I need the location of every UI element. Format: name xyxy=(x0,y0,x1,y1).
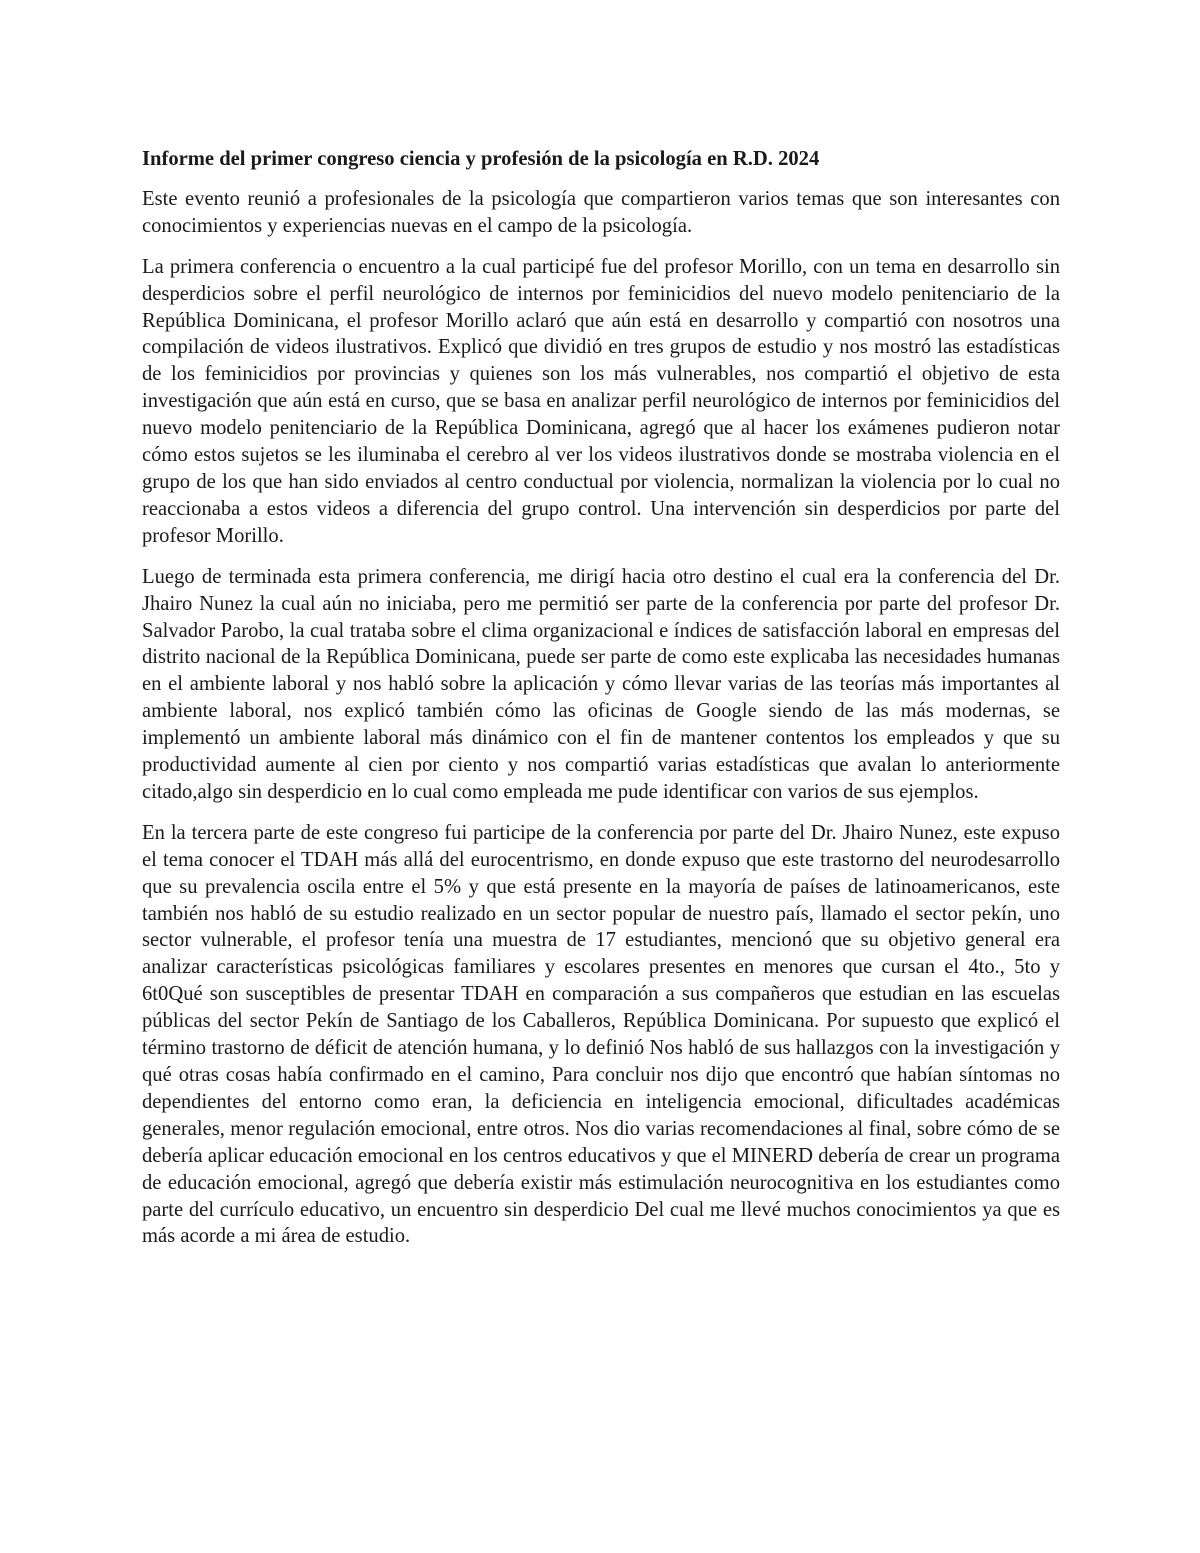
paragraph-intro: Este evento reunió a profesionales de la psicología que compartieron varios temas que son interesantes con conocimientos y experiencias nuevas en el campo de la psicología. xyxy=(142,187,1060,237)
paragraph-second-conference: Luego de terminada esta primera conferencia, me dirigí hacia otro destino el cual era la conferencia del Dr. Jhairo Nunez la cual aún no iniciaba, pero me permitió ser parte de la conferencia por parte del profesor Dr. Salvador Parobo, la cual trataba sobre el clima organizacional e índices de satisfacción laboral en empresas del distrito nacional de la República Dominicana, puede ser parte de como este explicaba las necesidades humanas en el ambiente laboral y nos habló sobre la aplicación y cómo llevar varias de las teorías más importantes al ambiente laboral, nos explicó también cómo las oficinas de Google siendo de las más modernas, se implementó un ambiente laboral más dinámico con el fin de mantener contentos los empleados y que su productividad aumente al cien por ciento y nos compartió varias estadísticas que avalan lo anteriormente citado,algo sin desperdicio en lo cual como empleada me pude identificar con varios de sus ejemplos. xyxy=(142,565,1060,803)
paragraph-first-conference: La primera conferencia o encuentro a la cual participé fue del profesor Morillo, con un tema en desarrollo sin desperdicios sobre el perfil neurológico de internos por feminicidios del nuevo modelo penitenciario de la República Dominicana, el profesor Morillo aclaró que aún está en desarrollo y compartió con nosotros una compilación de videos ilustrativos. Explicó que dividió en tres grupos de estudio y nos mostró las estadísticas de los feminicidios por provincias y quienes son los más vulnerables, nos compartió el objetivo de esta investigación que aún está en curso, que se basa en analizar perfil neurológico de internos por feminicidios del nuevo modelo penitenciario de la República Dominicana, agregó que al hacer los exámenes pudieron notar cómo estos sujetos se les iluminaba el cerebro al ver los videos ilustrativos donde se mostraba violencia en el grupo de los que han sido enviados al centro conductual por violencia, normalizan la violencia por lo cual no reaccionaba a estos videos a diferencia del grupo control. Una intervención sin desperdicios por parte del profesor Morillo. xyxy=(142,255,1060,547)
document-body xyxy=(142,146,1060,1264)
document-title: Informe del primer congreso ciencia y profesión de la psicología en R.D. 2024 xyxy=(142,148,820,170)
paragraph-third-conference: En la tercera parte de este congreso fui participe de la conferencia por parte del Dr. Jhairo Nunez, este expuso el tema conocer el TDAH más allá del eurocentrismo, en donde expuso que este trastorno del neurodesarrollo que su prevalencia oscila entre el 5% y que está presente en la mayoría de países de latinoamericanos, este también nos habló de su estudio realizado en un sector popular de nuestro país, llamado el sector pekín, uno sector vulnerable, el profesor tenía una muestra de 17 estudiantes, mencionó que su objetivo general era analizar características psicológicas familiares y escolares presentes en menores que cursan el 4to., 5to y 6t0Qué son susceptibles de presentar TDAH en comparación a sus compañeros que estudian en las escuelas públicas del sector Pekín de Santiago de los Caballeros, República Dominicana. Por supuesto que explicó el término trastorno de déficit de atención humana, y lo definió Nos habló de sus hallazgos con la investigación y qué otras cosas había confirmado en el camino, Para concluir nos dijo que encontró que habían síntomas no dependientes del entorno como eran, la deficiencia en inteligencia emocional, dificultades académicas generales, menor regulación emocional, entre otros. Nos dio varias recomendaciones al final, sobre cómo de se debería aplicar educación emocional en los centros educativos y que el MINERD debería de crear un programa de educación emocional, agregó que debería existir más estimulación neurocognitiva en los estudiantes como parte del currículo educativo, un encuentro sin desperdicio Del cual me llevé muchos conocimientos ya que es más acorde a mi área de estudio. xyxy=(142,821,1060,1248)
